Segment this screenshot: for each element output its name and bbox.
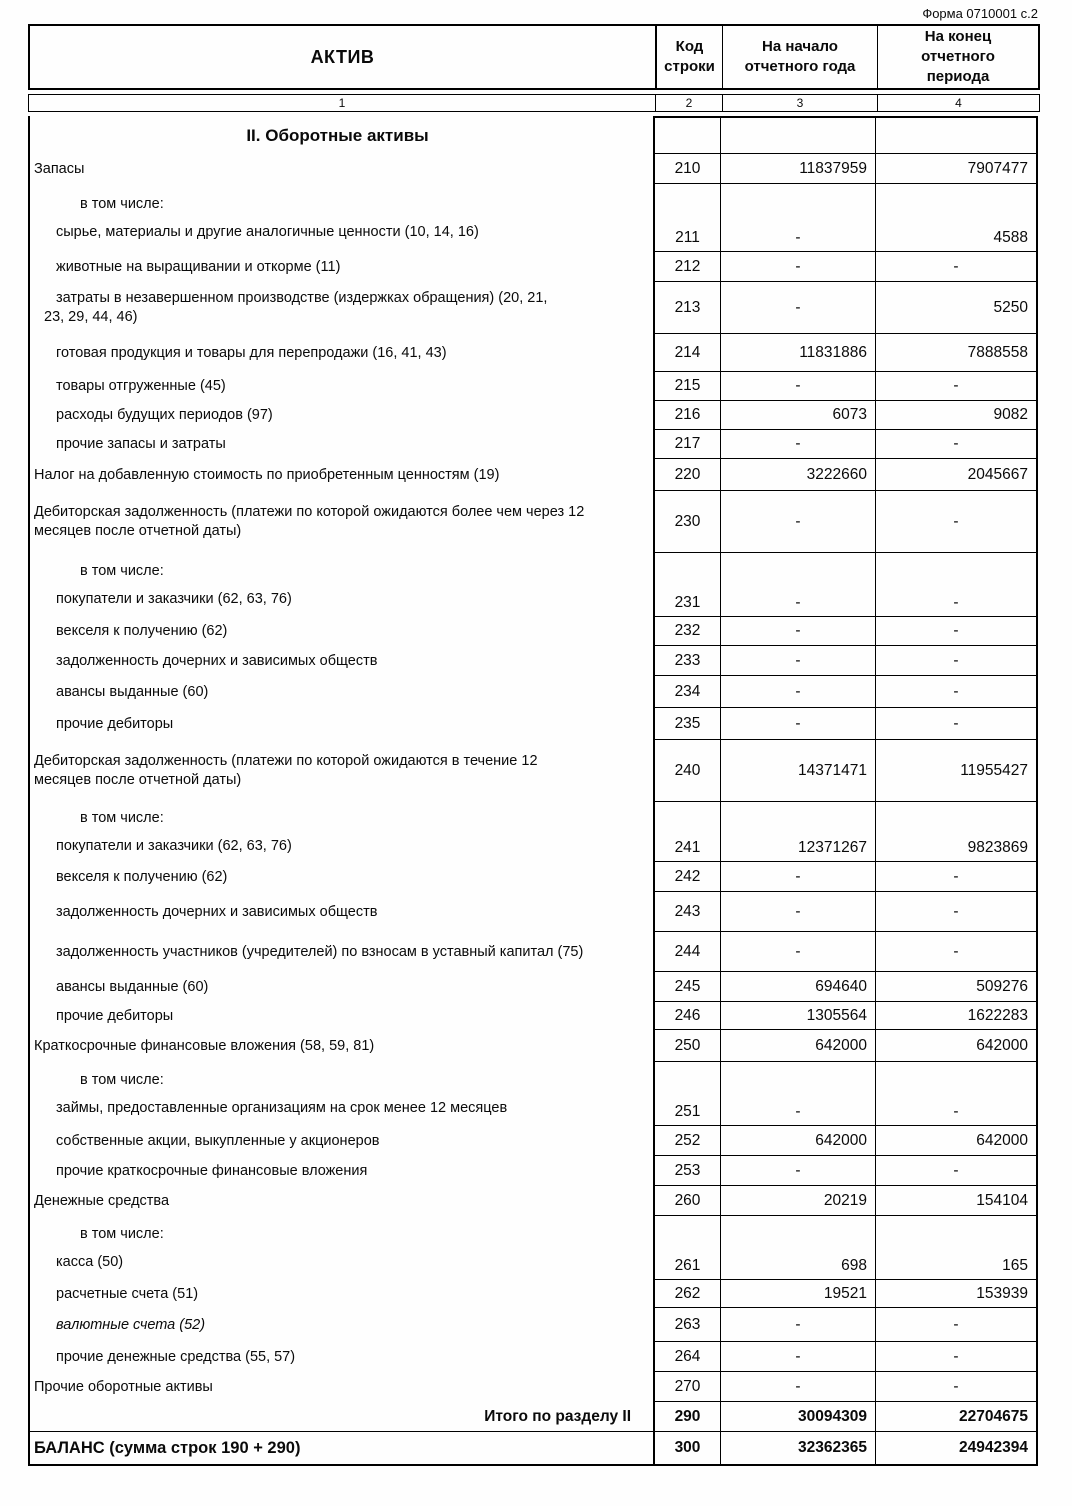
row-value-end-of-period: 642000: [875, 1030, 1038, 1062]
row-value-end-of-period: -: [875, 553, 1038, 617]
row-value-end-of-period: 153939: [875, 1280, 1038, 1308]
row-value-begin-of-year: 11831886: [720, 334, 875, 372]
row-value-begin-of-year: 30094309: [720, 1402, 875, 1432]
table-row: [28, 252, 1040, 282]
row-label: [28, 491, 653, 553]
row-value-end-of-period: -: [875, 1342, 1038, 1372]
row-value-end-of-period: -: [875, 646, 1038, 676]
row-value-end-of-period: 4588: [875, 184, 1038, 252]
table-row: [28, 1402, 1040, 1432]
row-label: [28, 802, 653, 862]
row-code: 264: [653, 1342, 720, 1372]
table-row: [28, 1186, 1040, 1216]
row-code: 231: [653, 553, 720, 617]
row-label-line: авансы выданные (60): [56, 978, 209, 995]
table-row: [28, 334, 1040, 372]
row-code: 230: [653, 491, 720, 553]
row-value-begin-of-year: 14371471: [720, 740, 875, 802]
row-label-line: Запасы: [34, 160, 85, 177]
row-value-begin-of-year: 11837959: [720, 154, 875, 184]
column-number-4: 4: [877, 95, 1039, 111]
row-code: 210: [653, 154, 720, 184]
row-label-line: расчетные счета (51): [56, 1285, 199, 1302]
form-number-note: Форма 0710001 с.2: [922, 6, 1038, 21]
table-row: [28, 154, 1040, 184]
row-code: 220: [653, 459, 720, 491]
row-label: [28, 740, 653, 802]
row-label: [28, 553, 653, 617]
row-value-begin-of-year: -: [720, 252, 875, 282]
row-code: 234: [653, 676, 720, 708]
row-label: [28, 646, 653, 676]
row-label-line: затраты в незавершенном производстве (издержках обращения) (20, 21,: [56, 290, 548, 306]
table-row: [28, 617, 1040, 646]
row-value-end-of-period: 9082: [875, 401, 1038, 430]
row-label: [28, 1280, 653, 1308]
column-header-begin-of-year: На начало отчетного года: [722, 26, 877, 88]
row-label-line: в том числе:: [80, 195, 164, 212]
row-value-begin-of-year: -: [720, 892, 875, 932]
row-value-end-of-period: 7907477: [875, 154, 1038, 184]
row-label-line: задолженность участников (учредителей) по взносам в уставный капитал (75): [56, 943, 584, 960]
row-code: 253: [653, 1156, 720, 1186]
row-value-begin-of-year: 19521: [720, 1280, 875, 1308]
row-label-line: Дебиторская задолженность (платежи по которой ожидаются в течение 12: [34, 753, 538, 769]
row-code: 261: [653, 1216, 720, 1280]
row-label: [28, 334, 653, 372]
row-code: 233: [653, 646, 720, 676]
table-row: [28, 553, 1040, 617]
row-value-begin-of-year: -: [720, 617, 875, 646]
row-value-begin-of-year: 642000: [720, 1126, 875, 1156]
row-label-line: прочие запасы и затраты: [56, 436, 226, 452]
row-code: 217: [653, 430, 720, 459]
table-row: [28, 372, 1040, 401]
row-code: 216: [653, 401, 720, 430]
row-label-line: прочие дебиторы: [56, 715, 174, 732]
row-code: 270: [653, 1372, 720, 1402]
table-row: [28, 1280, 1040, 1308]
row-value-begin-of-year: -: [720, 553, 875, 617]
table-row: [28, 459, 1040, 491]
row-label-line: авансы выданные (60): [56, 683, 209, 700]
row-label: [28, 252, 653, 282]
table-row: [28, 892, 1040, 932]
table-row: [28, 708, 1040, 740]
row-label: [28, 1342, 653, 1372]
row-label: [28, 154, 653, 184]
row-value-end-of-period: -: [875, 1308, 1038, 1342]
row-value-begin-of-year: -: [720, 1372, 875, 1402]
row-label: [28, 401, 653, 430]
row-value-end-of-period: -: [875, 708, 1038, 740]
row-value-end-of-period: -: [875, 430, 1038, 459]
table-row: [28, 972, 1040, 1002]
row-label: [28, 1216, 653, 1280]
row-value-end-of-period: 24942394: [875, 1432, 1038, 1466]
row-label-line: в том числе:: [80, 562, 164, 579]
table-row: [28, 862, 1040, 892]
row-value-begin-of-year: 6073: [720, 401, 875, 430]
row-label: [28, 459, 653, 491]
row-value-end-of-period: -: [875, 1062, 1038, 1126]
table-header: [28, 24, 1040, 90]
row-value-end-of-period: -: [875, 491, 1038, 553]
row-value-begin-of-year: -: [720, 184, 875, 252]
row-label-line: сырье, материалы и другие аналогичные ценности (10, 14, 16): [56, 223, 479, 240]
row-label-line: в том числе:: [80, 809, 164, 826]
row-value-begin-of-year: -: [720, 372, 875, 401]
table-row: [28, 1372, 1040, 1402]
row-value-end-of-period: [875, 116, 1038, 154]
row-label-line: товары отгруженные (45): [56, 378, 226, 394]
row-value-begin-of-year: 642000: [720, 1030, 875, 1062]
row-code: 290: [653, 1402, 720, 1432]
column-number-2: 2: [655, 95, 722, 111]
row-value-end-of-period: -: [875, 932, 1038, 972]
row-label: [28, 1308, 653, 1342]
row-value-end-of-period: 9823869: [875, 802, 1038, 862]
table-row: [28, 1308, 1040, 1342]
row-label-line: Краткосрочные финансовые вложения (58, 59, 81): [34, 1037, 375, 1054]
row-label-line: валютные счета (52): [56, 1316, 206, 1333]
row-value-begin-of-year: -: [720, 676, 875, 708]
column-header-code: Код строки: [655, 26, 722, 88]
table-row: [28, 1126, 1040, 1156]
row-code: 263: [653, 1308, 720, 1342]
table-row: [28, 282, 1040, 334]
row-label-line: задолженность дочерних и зависимых обществ: [56, 903, 378, 920]
row-label-line: покупатели и заказчики (62, 63, 76): [56, 837, 292, 854]
row-label: [28, 1126, 653, 1156]
table-row: [28, 802, 1040, 862]
row-label-line: собственные акции, выкупленные у акционеров: [56, 1132, 380, 1149]
row-label: [28, 708, 653, 740]
row-label-line: прочие краткосрочные финансовые вложения: [56, 1162, 368, 1179]
row-label: [28, 372, 653, 401]
column-header-end-of-period: На конец отчетного периода: [877, 26, 1038, 88]
row-label-line: задолженность дочерних и зависимых обществ: [56, 652, 378, 669]
row-value-begin-of-year: 3222660: [720, 459, 875, 491]
row-code: 243: [653, 892, 720, 932]
row-value-end-of-period: 11955427: [875, 740, 1038, 802]
row-label: [28, 1062, 653, 1126]
row-code: 251: [653, 1062, 720, 1126]
row-label-line: Итого по разделу II: [484, 1408, 631, 1425]
row-label: [28, 1402, 653, 1432]
row-label: [28, 116, 653, 154]
column-header-aktiv: АКТИВ: [310, 47, 375, 67]
table-row: [28, 1156, 1040, 1186]
row-label-line: Прочие оборотные активы: [34, 1378, 213, 1395]
row-code: 300: [653, 1432, 720, 1466]
row-code: 212: [653, 252, 720, 282]
row-label: [28, 1186, 653, 1216]
row-code: 250: [653, 1030, 720, 1062]
row-label: [28, 932, 653, 972]
row-label-line: Денежные средства: [34, 1192, 170, 1209]
row-label-line: прочие денежные средства (55, 57): [56, 1348, 296, 1365]
table-row: [28, 1216, 1040, 1280]
row-label: [28, 430, 653, 459]
row-value-begin-of-year: -: [720, 1342, 875, 1372]
row-value-end-of-period: 1622283: [875, 1002, 1038, 1030]
row-value-begin-of-year: -: [720, 491, 875, 553]
row-value-end-of-period: -: [875, 372, 1038, 401]
row-label-line: месяцев после отчетной даты): [34, 523, 242, 539]
row-value-end-of-period: 5250: [875, 282, 1038, 334]
row-label: [28, 676, 653, 708]
table-body: [28, 116, 1040, 1466]
row-label: [28, 184, 653, 252]
row-code: 242: [653, 862, 720, 892]
row-value-begin-of-year: [720, 116, 875, 154]
row-value-begin-of-year: -: [720, 430, 875, 459]
table-row: [28, 184, 1040, 252]
row-code: 246: [653, 1002, 720, 1030]
row-label-line: Дебиторская задолженность (платежи по которой ожидаются более чем через 12: [34, 504, 585, 520]
row-code: 252: [653, 1126, 720, 1156]
column-number-1: 1: [338, 96, 346, 110]
table-row: [28, 1432, 1040, 1466]
row-label-line: 23, 29, 44, 46): [44, 309, 138, 325]
table-row: [28, 401, 1040, 430]
row-label: [28, 1156, 653, 1186]
row-code: 240: [653, 740, 720, 802]
row-value-end-of-period: 7888558: [875, 334, 1038, 372]
row-label-line: II. Оборотные активы: [246, 125, 429, 145]
row-value-end-of-period: -: [875, 1156, 1038, 1186]
row-code: 260: [653, 1186, 720, 1216]
row-value-end-of-period: 509276: [875, 972, 1038, 1002]
row-value-begin-of-year: -: [720, 862, 875, 892]
row-value-begin-of-year: -: [720, 1062, 875, 1126]
row-label: [28, 1372, 653, 1402]
column-number-strip: [28, 94, 1040, 112]
row-label-line: Налог на добавленную стоимость по приобретенным ценностям (19): [34, 466, 500, 483]
row-label: [28, 282, 653, 334]
row-code: 245: [653, 972, 720, 1002]
row-label-line: БАЛАНС (сумма строк 190 + 290): [34, 1438, 301, 1457]
row-value-begin-of-year: -: [720, 1156, 875, 1186]
row-label: [28, 1030, 653, 1062]
row-value-begin-of-year: -: [720, 282, 875, 334]
row-label-line: векселя к получению (62): [56, 623, 228, 639]
row-code: 241: [653, 802, 720, 862]
table-row: [28, 116, 1040, 154]
row-value-begin-of-year: -: [720, 1308, 875, 1342]
row-value-begin-of-year: -: [720, 646, 875, 676]
row-code: 262: [653, 1280, 720, 1308]
row-label-line: векселя к получению (62): [56, 868, 228, 885]
table-row: [28, 740, 1040, 802]
row-code: 235: [653, 708, 720, 740]
row-value-end-of-period: 642000: [875, 1126, 1038, 1156]
table-row: [28, 1030, 1040, 1062]
column-number-3: 3: [722, 95, 877, 111]
row-value-begin-of-year: 694640: [720, 972, 875, 1002]
row-label: [28, 1432, 653, 1466]
table-row: [28, 1342, 1040, 1372]
row-label-line: займы, предоставленные организациям на срок менее 12 месяцев: [56, 1099, 508, 1116]
row-value-end-of-period: -: [875, 252, 1038, 282]
row-code: 232: [653, 617, 720, 646]
balance-sheet-table: [28, 24, 1040, 1466]
row-value-begin-of-year: 1305564: [720, 1002, 875, 1030]
row-label: [28, 972, 653, 1002]
row-value-begin-of-year: -: [720, 932, 875, 972]
table-row: [28, 1062, 1040, 1126]
row-value-begin-of-year: 12371267: [720, 802, 875, 862]
row-value-end-of-period: 2045667: [875, 459, 1038, 491]
row-label: [28, 892, 653, 932]
table-row: [28, 430, 1040, 459]
row-value-end-of-period: -: [875, 676, 1038, 708]
row-label-line: касса (50): [56, 1253, 124, 1270]
row-value-end-of-period: 165: [875, 1216, 1038, 1280]
row-value-end-of-period: -: [875, 1372, 1038, 1402]
row-label-line: животные на выращивании и откорме (11): [56, 258, 341, 275]
row-value-begin-of-year: 698: [720, 1216, 875, 1280]
row-value-begin-of-year: -: [720, 708, 875, 740]
row-label-line: расходы будущих периодов (97): [56, 407, 273, 423]
table-row: [28, 676, 1040, 708]
row-label: [28, 862, 653, 892]
row-value-end-of-period: -: [875, 617, 1038, 646]
table-row: [28, 491, 1040, 553]
table-row: [28, 932, 1040, 972]
row-label: [28, 1002, 653, 1030]
row-label-line: готовая продукция и товары для перепродажи (16, 41, 43): [56, 344, 447, 361]
row-code: 213: [653, 282, 720, 334]
row-value-end-of-period: -: [875, 862, 1038, 892]
table-row: [28, 646, 1040, 676]
row-label-line: покупатели и заказчики (62, 63, 76): [56, 590, 292, 607]
row-code: 214: [653, 334, 720, 372]
row-value-begin-of-year: 20219: [720, 1186, 875, 1216]
row-code: 211: [653, 184, 720, 252]
row-code: 215: [653, 372, 720, 401]
row-value-end-of-period: -: [875, 892, 1038, 932]
row-label-line: в том числе:: [80, 1225, 164, 1242]
row-value-end-of-period: 22704675: [875, 1402, 1038, 1432]
table-row: [28, 1002, 1040, 1030]
row-label: [28, 617, 653, 646]
row-label-line: месяцев после отчетной даты): [34, 772, 242, 788]
row-label-line: в том числе:: [80, 1071, 164, 1088]
row-label-line: прочие дебиторы: [56, 1007, 174, 1024]
row-code: 244: [653, 932, 720, 972]
row-value-begin-of-year: 32362365: [720, 1432, 875, 1466]
row-code: [653, 116, 720, 154]
row-value-end-of-period: 154104: [875, 1186, 1038, 1216]
